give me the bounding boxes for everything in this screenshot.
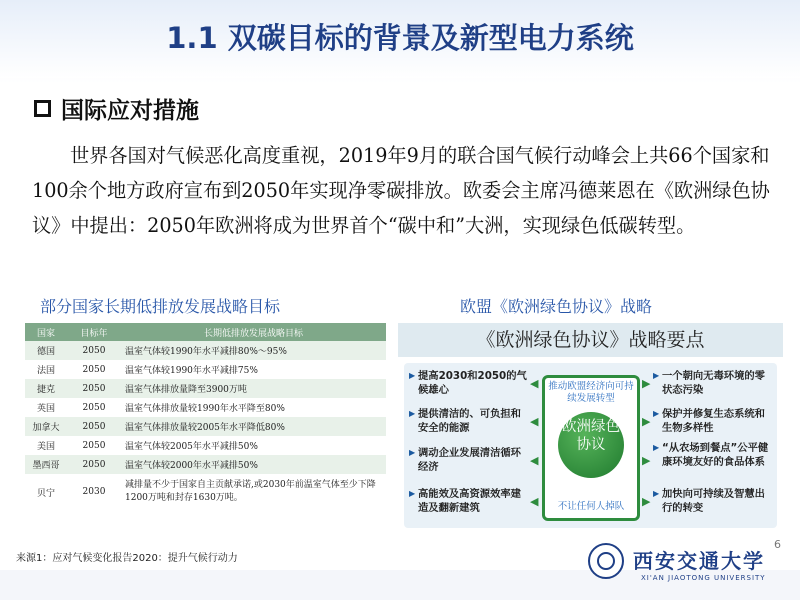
arrow-icon: ▶ (642, 495, 651, 508)
triangle-bullet-icon: ▶ (653, 409, 660, 418)
cell-country: 英国 (25, 398, 67, 417)
deal-point-right (653, 441, 772, 469)
center-bottom-text: 不让任何人掉队 (557, 501, 625, 512)
table-row (25, 417, 386, 436)
university-logo-cn: 西安交通大学 (633, 549, 765, 573)
cell-year: 2050 (67, 398, 121, 417)
cell-country: 法国 (25, 360, 67, 379)
deal-point-left (409, 487, 530, 515)
deal-point-text: “从农场到餐点”公平健康环境友好的食品体系 (662, 442, 769, 468)
green-deal-graphic (398, 323, 783, 533)
table-row (25, 379, 386, 398)
cell-goal: 温室气体排放量降至3900万吨 (121, 379, 386, 398)
strategy-table (25, 323, 386, 510)
deal-point-text: 提高2030和2050的气候雄心 (418, 370, 527, 396)
cell-goal: 温室气体排放量较1990年水平降至80% (121, 398, 386, 417)
deal-point-left (409, 407, 530, 435)
deal-point-text: 加快向可持续及智慧出行的转变 (662, 488, 765, 514)
center-top-text: 推动欧盟经济向可持续发展转型 (548, 381, 634, 404)
triangle-bullet-icon: ▶ (653, 443, 660, 452)
deal-point-text: 高能效及高资源效率建造及翻新建筑 (418, 488, 521, 514)
section-heading (34, 92, 199, 125)
square-bullet-icon (34, 100, 51, 117)
deal-point-right (653, 407, 772, 435)
deal-point-text: 调动企业发展清洁循环经济 (418, 447, 521, 473)
source-note: 来源1：应对气候变化报告2020：提升气候行动力 (16, 553, 238, 564)
body-paragraph: 世界各国对气候恶化高度重视，2019年9月的联合国气候行动峰会上共66个国家和100余个地方政府宣布到2050年实现净零碳排放。欧委会主席冯德莱恩在《欧洲绿色协议》中提出：2050年欧洲将成为世界首个“碳中和”大洲，实现绿色低碳转型。 (32, 144, 770, 237)
arrow-icon: ◀ (530, 377, 539, 390)
deal-center-box (542, 375, 640, 521)
cell-year: 2050 (67, 360, 121, 379)
deal-point-right (653, 369, 772, 397)
cell-country: 贝宁 (25, 474, 67, 510)
cell-year: 2050 (67, 379, 121, 398)
university-emblem-icon (588, 543, 624, 579)
graphic-caption: 欧盟《欧洲绿色协议》战略 (460, 297, 653, 316)
arrow-icon: ▶ (642, 454, 651, 467)
table-row (25, 436, 386, 455)
table-row (25, 455, 386, 474)
deal-point-text: 保护并修复生态系统和生物多样性 (662, 408, 765, 434)
arrow-icon: ◀ (530, 495, 539, 508)
cell-year: 2050 (67, 417, 121, 436)
deal-point-text: 一个朝向无毒环境的零状态污染 (662, 370, 765, 396)
cell-year: 2050 (67, 436, 121, 455)
green-deal-circle (558, 412, 624, 478)
triangle-bullet-icon: ▶ (409, 489, 416, 498)
header-year: 目标年 (67, 323, 121, 341)
cell-goal: 温室气体较2000年水平减排50% (121, 455, 386, 474)
triangle-bullet-icon: ▶ (409, 371, 416, 380)
cell-country: 墨西哥 (25, 455, 67, 474)
arrow-icon: ▶ (642, 377, 651, 390)
cell-country: 德国 (25, 341, 67, 360)
triangle-bullet-icon: ▶ (409, 409, 416, 418)
slide-title: 1.1 双碳目标的背景及新型电力系统 (166, 21, 634, 55)
table-row (25, 360, 386, 379)
cell-year: 2050 (67, 341, 121, 360)
table-row (25, 398, 386, 417)
header-goal: 长期低排放发展战略目标 (121, 323, 386, 341)
green-deal-body (404, 363, 777, 528)
cell-goal: 温室气体较1990年水平减排80%～95% (121, 341, 386, 360)
university-logo-en: XI'AN JIAOTONG UNIVERSITY (641, 574, 766, 582)
deal-point-left (409, 369, 530, 397)
triangle-bullet-icon: ▶ (409, 448, 416, 457)
cell-country: 美国 (25, 436, 67, 455)
cell-goal: 温室气体较2005年水平减排50% (121, 436, 386, 455)
deal-point-left (409, 446, 530, 474)
cell-goal: 温室气体排放量较2005年水平降低80% (121, 417, 386, 436)
table-caption: 部分国家长期低排放发展战略目标 (40, 297, 281, 316)
cell-country: 加拿大 (25, 417, 67, 436)
circle-text: 欧洲绿色协议 (562, 419, 620, 453)
cell-goal: 温室气体较1990年水平减排75% (121, 360, 386, 379)
green-deal-header: 《欧洲绿色协议》战略要点 (398, 323, 783, 357)
table-header-row (25, 323, 386, 341)
cell-year: 2050 (67, 455, 121, 474)
arrow-icon: ◀ (530, 454, 539, 467)
arrow-icon: ◀ (530, 415, 539, 428)
table-row (25, 474, 386, 510)
deal-point-text: 提供清洁的、可负担和安全的能源 (418, 408, 521, 434)
section-title: 国际应对措施 (61, 98, 199, 124)
deal-point-right (653, 487, 772, 515)
header-country: 国家 (25, 323, 67, 341)
arrow-icon: ▶ (642, 415, 651, 428)
triangle-bullet-icon: ▶ (653, 489, 660, 498)
cell-year: 2030 (67, 474, 121, 510)
table-row (25, 341, 386, 360)
triangle-bullet-icon: ▶ (653, 371, 660, 380)
cell-goal: 减排量不少于国家自主贡献承诺,或2030年前温室气体至少下降1200万吨和封存1630万吨。 (121, 474, 386, 510)
page-number: 6 (774, 538, 781, 551)
cell-country: 捷克 (25, 379, 67, 398)
